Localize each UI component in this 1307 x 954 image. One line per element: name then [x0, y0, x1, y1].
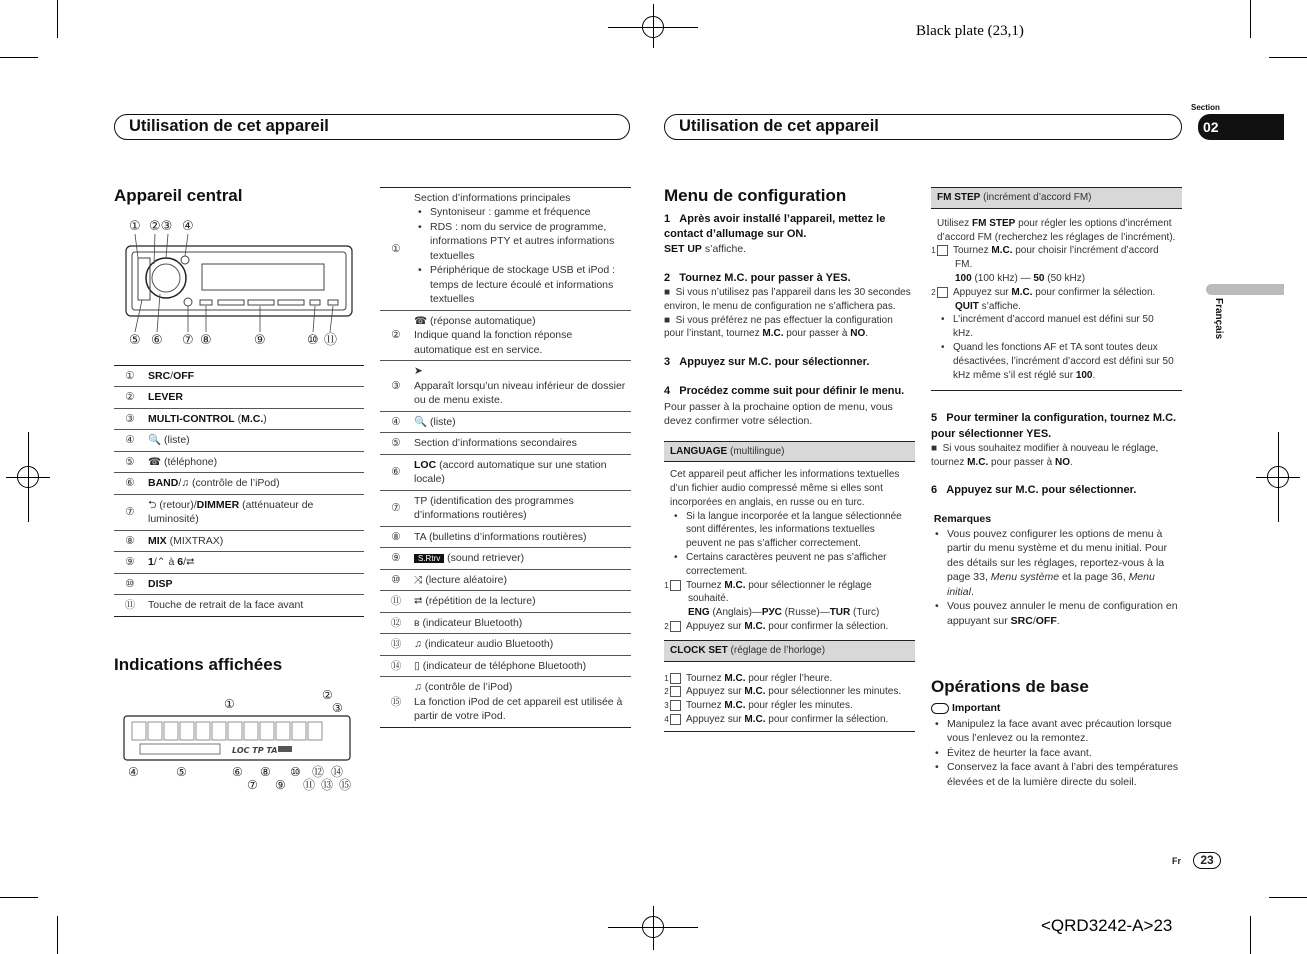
table-row — [380, 569, 631, 590]
item-number: ④ — [380, 411, 412, 432]
section-bar-right: Utilisation de cet appareil — [664, 114, 1182, 140]
device-label: ⑪ — [324, 333, 338, 348]
item-number: ② — [114, 387, 146, 408]
table-row — [114, 451, 364, 472]
item-number: ⑪ — [114, 595, 146, 616]
device-label: ⑨ — [254, 333, 266, 348]
item-number: ⑩ — [114, 573, 146, 594]
item-number: ⑪ — [380, 591, 412, 612]
item-description: ♫ (contrôle de l’iPod) La fonction iPod de cet appareil est utilisée à partir de votre iPod. — [412, 677, 631, 727]
table-row — [380, 634, 631, 655]
item-description: ⮌ (retour)/DIMMER (atténuateur de luminosité) — [146, 494, 364, 530]
item-number: ⑮ — [380, 677, 412, 727]
crop-mark — [57, 916, 58, 954]
device-diagram — [114, 214, 364, 350]
heading-central: Appareil central — [114, 186, 243, 205]
display-label: ⑭ — [331, 765, 344, 779]
table-row — [114, 494, 364, 530]
item-description: BAND/♫ (contrôle de l’iPod) — [146, 473, 364, 494]
device-label: ⑤ — [129, 333, 141, 348]
document-code: <QRD3242-A>23 — [1041, 916, 1173, 935]
table-row — [380, 361, 631, 411]
controls-table — [114, 365, 364, 617]
indicators-table — [380, 187, 631, 728]
heading-operations: Opérations de base — [931, 677, 1089, 696]
language-label: Français — [1212, 298, 1224, 340]
display-label: ⑧ — [260, 765, 271, 779]
display-label: ⑦ — [247, 778, 258, 792]
item-description: Section d’informations secondaires — [412, 433, 631, 454]
item-description: 🔍 (liste) — [412, 411, 631, 432]
item-number: ⑦ — [380, 490, 412, 526]
important-icon — [931, 703, 949, 714]
crop-mark — [1250, 0, 1251, 38]
item-number: ② — [380, 310, 412, 360]
item-description: ♫ (indicateur audio Bluetooth) — [412, 634, 631, 655]
table-row — [114, 595, 364, 616]
item-number: ① — [380, 188, 412, 311]
display-label: ⑨ — [275, 778, 286, 792]
table-row — [380, 454, 631, 490]
table-row — [114, 366, 364, 387]
table-row — [380, 591, 631, 612]
item-number: ⑫ — [380, 612, 412, 633]
section-bar-left: Utilisation de cet appareil — [114, 114, 630, 140]
item-description: 1/⌃ à 6/⮂ — [146, 552, 364, 573]
item-number: ⑤ — [114, 451, 146, 472]
table-row — [114, 430, 364, 451]
item-number: ⑧ — [380, 526, 412, 547]
item-description: LEVER — [146, 387, 364, 408]
item-description: ☎ (réponse automatique) Indique quand la fonction réponse automatique est en service. — [412, 310, 631, 360]
item-description: SRC/OFF — [146, 366, 364, 387]
table-row — [380, 612, 631, 633]
heading-menu: Menu de configuration — [664, 186, 847, 205]
table-row — [114, 530, 364, 551]
item-number: ⑨ — [114, 552, 146, 573]
display-label: ⑤ — [176, 765, 187, 779]
plate-label: Black plate (23,1) — [916, 23, 1024, 39]
item-description: MIX (MIXTRAX) — [146, 530, 364, 551]
table-row — [114, 408, 364, 429]
item-description: ʙ (indicateur Bluetooth) — [412, 612, 631, 633]
item-number: ⑩ — [380, 569, 412, 590]
item-description: ▯ (indicateur de téléphone Bluetooth) — [412, 655, 631, 676]
important-note: Important — [931, 701, 1000, 715]
item-number: ⑤ — [380, 433, 412, 454]
item-number: ③ — [380, 361, 412, 411]
item-number: ③ — [114, 408, 146, 429]
language-tab — [1206, 284, 1284, 295]
table-row — [380, 677, 631, 727]
item-number: ⑬ — [380, 634, 412, 655]
device-label: ⑦ — [182, 333, 194, 348]
section-number: 02 — [1198, 114, 1284, 140]
device-label: ⑩ — [307, 333, 319, 348]
item-description: ➤ Apparaît lorsqu’un niveau inférieur de dossier ou de menu existe. — [412, 361, 631, 411]
table-row — [380, 490, 631, 526]
display-label: ④ — [128, 765, 139, 779]
item-number: ⑭ — [380, 655, 412, 676]
item-description: TP (identification des programmes d’informations routières) — [412, 490, 631, 526]
table-row — [380, 526, 631, 547]
display-label: ⑬ — [321, 778, 334, 792]
crop-mark — [1250, 916, 1251, 954]
table-row — [114, 387, 364, 408]
table-row — [380, 548, 631, 569]
table-row — [380, 411, 631, 432]
display-label: ⑮ — [339, 778, 352, 792]
table-row — [380, 433, 631, 454]
crop-mark — [0, 897, 38, 898]
table-row — [380, 188, 631, 311]
item-description: Touche de retrait de la face avant — [146, 595, 364, 616]
item-description: ⤨ (lecture aléatoire) — [412, 569, 631, 590]
section-label: Section — [1191, 103, 1220, 112]
item-description: LOC (accord automatique sur une station locale) — [412, 454, 631, 490]
crop-mark — [57, 0, 58, 38]
device-label: ④ — [182, 219, 194, 234]
item-description: ☎ (téléphone) — [146, 451, 364, 472]
device-label: ① — [129, 219, 141, 234]
item-description: DISP — [146, 573, 364, 594]
table-row — [114, 473, 364, 494]
device-label: ⑥ — [151, 333, 163, 348]
heading-indications: Indications affichées — [114, 655, 283, 674]
display-label: ① — [224, 697, 235, 711]
item-number: ④ — [114, 430, 146, 451]
device-label: ⑧ — [200, 333, 212, 348]
table-row — [380, 310, 631, 360]
page-number: 23 — [1193, 852, 1221, 869]
item-description: TA (bulletins d’informations routières) — [412, 526, 631, 547]
display-label: ③ — [332, 701, 343, 715]
item-number: ⑦ — [114, 494, 146, 530]
item-number: ⑥ — [114, 473, 146, 494]
crop-mark — [1269, 57, 1307, 58]
operations-list: • Manipulez la face avant avec précaution lorsque vous l’enlevez ou la remontez. • Évitez de heurter la face avant. • Conservez la face avant à l’abri des températures élevées et de la lumière directe du soleil. — [931, 717, 1182, 789]
item-description: MULTI-CONTROL (M.C.) — [146, 408, 364, 429]
fmstep-and-notes: FM STEP (incrément d’accord FM) Utilisez FM STEP pour régler les options d’incrément d’accord FM (recherchez les réglages de l’incrément). 1 Tournez M.C. pour choisir l’incrément d’accord FM. 100 (100 kHz) — 50 (50 kHz) 2 Appuyez sur M.C. pour confirmer la sélection. QUIT s’affiche. • L’incrément d’accord manuel est défini sur 50 kHz. • Quand les fonctions AF et TA sont toutes deux désactivées, l’incrément d’accord est défini sur 50 kHz même s’il est réglé sur 100. 5 Pour terminer la configuration, tournez M.C. pour sélectionner YES. ■ Si vous souhaitez modifier à nouveau le réglage, tournez M.C. pour passer à NO. 6 Appuyez sur M.C. pour sélectionner. Remarques • Vous pouvez configurer les options de menu à partir du menu système et du menu initial. Pour des détails sur les réglages, reportez-vous à la page 33, Menu système et la page 36, Menu initial. • Vous pouvez annuler le menu de configuration en appuyant sur SRC/OFF. — [931, 187, 1182, 628]
footer-lang: Fr — [1172, 856, 1181, 866]
table-row — [380, 655, 631, 676]
item-number: ⑥ — [380, 454, 412, 490]
table-row — [114, 573, 364, 594]
item-description: Section d’informations principales • Syntoniseur : gamme et fréquence • RDS : nom du service de programme, informations PTY et autres informations textuelles • Périphérique de stockage USB et iPod : temps de lecture écoulé et informations textuelles — [412, 188, 631, 311]
display-diagram — [114, 686, 364, 794]
display-label: ⑪ — [303, 778, 316, 792]
item-description: ⮂ (répétition de la lecture) — [412, 591, 631, 612]
item-number: ① — [114, 366, 146, 387]
display-indicators: LOC TP TA — [232, 746, 278, 755]
item-number: ⑨ — [380, 548, 412, 569]
display-label: ② — [322, 688, 333, 702]
display-label: ⑥ — [232, 765, 243, 779]
item-number: ⑧ — [114, 530, 146, 551]
display-label: ⑩ — [290, 765, 301, 779]
crop-mark — [0, 57, 38, 58]
crop-mark — [1269, 897, 1307, 898]
display-label: ⑫ — [312, 765, 325, 779]
setup-steps: 1 Après avoir installé l’appareil, mettez le contact d’allumage sur ON. SET UP s’affiche. 2 Tournez M.C. pour passer à YES. ■ Si vous n’utilisez pas l’appareil dans les 30 secondes environ, le menu de configuration ne s’affichera pas. ■ Si vous préférez ne pas effectuer la configuration pour l’instant, tournez M.C. pour passer à NO. 3 Appuyez sur M.C. pour sélectionner. 4 Procédez comme suit pour définir le menu. Pour passer à la prochaine option de menu, vous devez confirmer votre sélection. LANGUAGE (multilingue) Cet appareil peut afficher les informations textuelles d’un fichier audio compressé même si elles sont incorporées en anglais, en russe ou en turc. • Si la langue incorporée et la langue sélectionnée sont différentes, les informations textuelles peuvent ne pas s’afficher correctement. • Certains caractères peuvent ne pas s’afficher correctement. 1 Tournez M.C. pour sélectionner le réglage souhaité. ENG (Anglais)—РУС (Russe)—TUR (Turc) 2 Appuyez sur M.C. pour confirmer la sélection. CLOCK SET (réglage de l’horloge) 1 Tournez M.C. pour régler l’heure. 2 Appuyez sur M.C. pour sélectionner les minutes. 3 Tournez M.C. pour régler les minutes. 4 Appuyez sur M.C. pour confirmer la sélection. — [664, 212, 915, 732]
item-description: S.Rtrv (sound retriever) — [412, 548, 631, 569]
device-label: ②③ — [149, 219, 173, 234]
table-row — [114, 552, 364, 573]
item-description: 🔍 (liste) — [146, 430, 364, 451]
